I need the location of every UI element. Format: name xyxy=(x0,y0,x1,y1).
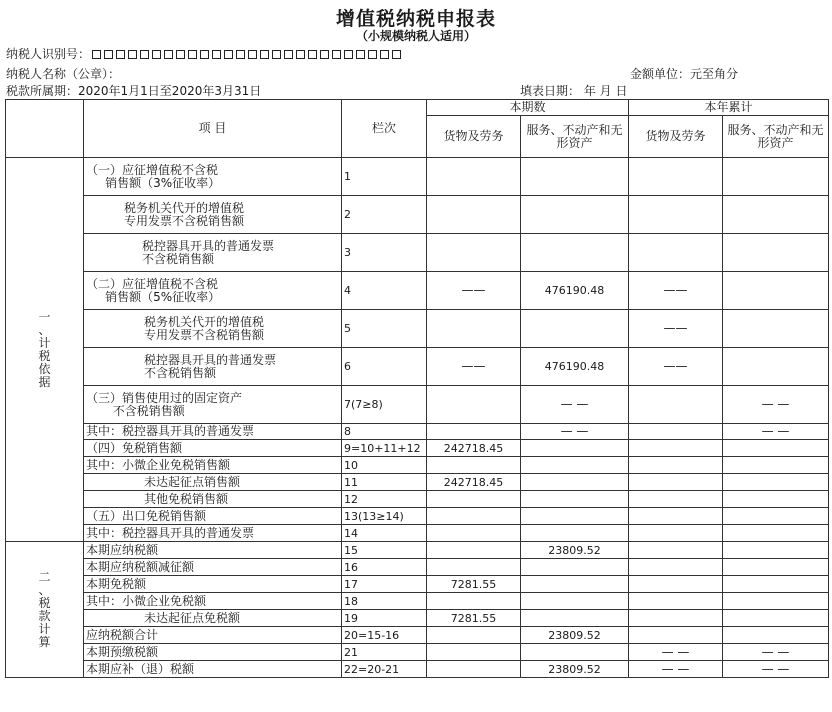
row-column-no: 14 xyxy=(342,525,427,542)
tax-period-label: 税款所属期：2020年1月1日至2020年3月31日 xyxy=(6,84,262,98)
cell-services-cumulative[interactable] xyxy=(723,474,829,491)
form-title: 增值税纳税申报表 xyxy=(335,8,496,30)
cell-goods[interactable] xyxy=(427,158,521,196)
table-row xyxy=(6,440,829,457)
table-row xyxy=(6,491,829,508)
taxpayer-id-box[interactable] xyxy=(116,50,125,59)
tax-return-table xyxy=(5,99,829,678)
row-item-label: （三）销售使用过的固定资产 不含税销售额 xyxy=(84,386,342,424)
cell-goods-cumulative[interactable] xyxy=(629,474,723,491)
cell-goods[interactable]: 7281.55 xyxy=(427,576,521,593)
row-item-label: 其中：税控器具开具的普通发票 xyxy=(84,424,342,440)
cell-goods[interactable] xyxy=(427,310,521,348)
cell-goods-cumulative[interactable] xyxy=(629,525,723,542)
cell-services-cumulative[interactable]: — — xyxy=(723,386,829,424)
table-row xyxy=(6,474,829,491)
row-column-no: 11 xyxy=(342,474,427,491)
row-column-no: 3 xyxy=(342,234,427,272)
taxpayer-id-box[interactable] xyxy=(356,50,365,59)
row-column-no: 7(7≥8) xyxy=(342,386,427,424)
table-row xyxy=(6,196,829,234)
taxpayer-id-label: 纳税人识别号： xyxy=(6,47,91,61)
cell-services-cumulative[interactable]: — — xyxy=(723,661,829,678)
cell-services[interactable]: 23809.52 xyxy=(521,661,629,678)
cell-goods[interactable] xyxy=(427,424,521,440)
cell-services-cumulative[interactable] xyxy=(723,525,829,542)
row-column-no: 1 xyxy=(342,158,427,196)
cell-goods[interactable] xyxy=(427,627,521,644)
cell-services[interactable]: — — xyxy=(521,386,629,424)
header-column-no: 栏次 xyxy=(342,100,427,158)
taxpayer-id-box[interactable] xyxy=(200,50,209,59)
cell-goods[interactable]: —— xyxy=(427,348,521,386)
cell-services-cumulative[interactable]: — — xyxy=(723,644,829,661)
taxpayer-id-box[interactable] xyxy=(140,50,149,59)
cell-goods-cumulative[interactable] xyxy=(629,508,723,525)
taxpayer-id-box[interactable] xyxy=(164,50,173,59)
row-column-no: 22=20-21 xyxy=(342,661,427,678)
fill-date-label: 填表日期： 年 月 日 xyxy=(520,84,628,98)
table-body xyxy=(6,158,829,678)
row-column-no: 18 xyxy=(342,593,427,610)
taxpayer-id-boxes[interactable] xyxy=(92,48,404,62)
cell-services-cumulative[interactable] xyxy=(723,593,829,610)
cell-services-cumulative[interactable]: — — xyxy=(723,424,829,440)
header-year-cumulative: 本年累计 xyxy=(629,100,829,116)
header-services: 服务、不动产和无形资产 xyxy=(521,116,629,158)
row-item-label: 本期应纳税额减征额 xyxy=(84,559,342,576)
cell-services-cumulative[interactable] xyxy=(723,348,829,386)
taxpayer-id-box[interactable] xyxy=(320,50,329,59)
row-column-no: 13(13≥14) xyxy=(342,508,427,525)
cell-services[interactable] xyxy=(521,158,629,196)
cell-services[interactable] xyxy=(521,234,629,272)
cell-services-cumulative[interactable] xyxy=(723,576,829,593)
cell-goods[interactable]: 242718.45 xyxy=(427,440,521,457)
cell-services-cumulative[interactable] xyxy=(723,272,829,310)
cell-services[interactable] xyxy=(521,491,629,508)
cell-goods-cumulative[interactable]: —— xyxy=(629,348,723,386)
taxpayer-id-box[interactable] xyxy=(224,50,233,59)
row-column-no: 10 xyxy=(342,457,427,474)
cell-goods[interactable]: —— xyxy=(427,272,521,310)
row-item-label: 本期免税额 xyxy=(84,576,342,593)
taxpayer-id-box[interactable] xyxy=(260,50,269,59)
row-column-no: 20=15-16 xyxy=(342,627,427,644)
table-row xyxy=(6,610,829,627)
cell-goods-cumulative[interactable] xyxy=(629,457,723,474)
form-subtitle: （小规模纳税人适用） xyxy=(355,29,476,43)
table-row xyxy=(6,559,829,576)
cell-goods[interactable] xyxy=(427,661,521,678)
row-item-label: 未达起征点免税额 xyxy=(84,610,342,627)
cell-goods[interactable] xyxy=(427,542,521,559)
cell-services-cumulative[interactable] xyxy=(723,158,829,196)
cell-goods[interactable] xyxy=(427,196,521,234)
taxpayer-id-box[interactable] xyxy=(188,50,197,59)
taxpayer-name-label: 纳税人名称（公章）： xyxy=(6,67,121,81)
cell-goods-cumulative[interactable] xyxy=(629,386,723,424)
cell-goods-cumulative[interactable] xyxy=(629,559,723,576)
cell-goods[interactable] xyxy=(427,525,521,542)
table-row xyxy=(6,310,829,348)
header-goods-cumulative: 货物及劳务 xyxy=(629,116,723,158)
cell-services[interactable] xyxy=(521,644,629,661)
cell-goods[interactable] xyxy=(427,593,521,610)
taxpayer-id-box[interactable] xyxy=(152,50,161,59)
header-current-period: 本期数 xyxy=(427,100,629,116)
taxpayer-id-box[interactable] xyxy=(380,50,389,59)
header-services-cumulative: 服务、不动产和无形资产 xyxy=(723,116,829,158)
cell-goods[interactable] xyxy=(427,234,521,272)
table-row xyxy=(6,593,829,610)
cell-services[interactable] xyxy=(521,508,629,525)
cell-services[interactable] xyxy=(521,525,629,542)
cell-services[interactable] xyxy=(521,440,629,457)
cell-goods-cumulative[interactable] xyxy=(629,234,723,272)
cell-services[interactable] xyxy=(521,559,629,576)
cell-services[interactable] xyxy=(521,310,629,348)
table-row xyxy=(6,424,829,440)
row-column-no: 17 xyxy=(342,576,427,593)
cell-services-cumulative[interactable] xyxy=(723,457,829,474)
row-item-label: （一）应征增值税不含税 销售额（3%征收率） xyxy=(84,158,342,196)
row-item-label: 税控器具开具的普通发票 不含税销售额 xyxy=(84,348,342,386)
table-row xyxy=(6,542,829,559)
row-item-label: 本期预缴税额 xyxy=(84,644,342,661)
cell-goods-cumulative[interactable] xyxy=(629,196,723,234)
cell-services[interactable]: 476190.48 xyxy=(521,272,629,310)
row-column-no: 4 xyxy=(342,272,427,310)
table-row xyxy=(6,508,829,525)
taxpayer-id-box[interactable] xyxy=(128,50,137,59)
row-item-label: （二）应征增值税不含税 销售额（5%征收率） xyxy=(84,272,342,310)
cell-goods-cumulative[interactable] xyxy=(629,491,723,508)
cell-services-cumulative[interactable] xyxy=(723,440,829,457)
table-row xyxy=(6,158,829,196)
cell-goods[interactable] xyxy=(427,644,521,661)
row-item-label: 未达起征点销售额 xyxy=(84,474,342,491)
row-column-no: 9=10+11+12 xyxy=(342,440,427,457)
table-row xyxy=(6,525,829,542)
cell-services-cumulative[interactable] xyxy=(723,196,829,234)
table-row xyxy=(6,386,829,424)
cell-goods[interactable]: 7281.55 xyxy=(427,610,521,627)
row-item-label: 其中：小微企业免税销售额 xyxy=(84,457,342,474)
taxpayer-id-box[interactable] xyxy=(284,50,293,59)
row-item-label: 应纳税额合计 xyxy=(84,627,342,644)
cell-goods-cumulative[interactable] xyxy=(629,424,723,440)
taxpayer-id-box[interactable] xyxy=(308,50,317,59)
cell-services[interactable]: 23809.52 xyxy=(521,542,629,559)
taxpayer-id-line xyxy=(6,45,404,62)
cell-goods-cumulative[interactable]: —— xyxy=(629,310,723,348)
cell-goods[interactable]: 242718.45 xyxy=(427,474,521,491)
row-column-no: 16 xyxy=(342,559,427,576)
taxpayer-id-box[interactable] xyxy=(392,50,401,59)
row-item-label: 税务机关代开的增值税 专用发票不含税销售额 xyxy=(84,196,342,234)
cell-goods[interactable] xyxy=(427,386,521,424)
taxpayer-id-box[interactable] xyxy=(272,50,281,59)
cell-services-cumulative[interactable] xyxy=(723,559,829,576)
cell-services-cumulative[interactable] xyxy=(723,508,829,525)
row-column-no: 21 xyxy=(342,644,427,661)
cell-services-cumulative[interactable] xyxy=(723,491,829,508)
cell-goods-cumulative[interactable]: —— xyxy=(629,272,723,310)
row-item-label: 本期应纳税额 xyxy=(84,542,342,559)
section-basis: 一 、 计 税 依 据 xyxy=(6,158,84,542)
cell-goods-cumulative[interactable]: — — xyxy=(629,661,723,678)
row-item-label: 其他免税销售额 xyxy=(84,491,342,508)
taxpayer-id-box[interactable] xyxy=(212,50,221,59)
taxpayer-id-box[interactable] xyxy=(236,50,245,59)
cell-services-cumulative[interactable] xyxy=(723,310,829,348)
header-goods: 货物及劳务 xyxy=(427,116,521,158)
taxpayer-id-box[interactable] xyxy=(296,50,305,59)
cell-goods-cumulative[interactable] xyxy=(629,158,723,196)
row-column-no: 19 xyxy=(342,610,427,627)
section-calculation: 二 、 税 款 计 算 xyxy=(6,542,84,678)
cell-services[interactable] xyxy=(521,576,629,593)
row-column-no: 6 xyxy=(342,348,427,386)
cell-goods-cumulative[interactable] xyxy=(629,576,723,593)
cell-goods-cumulative[interactable] xyxy=(629,593,723,610)
row-item-label: 本期应补（退）税额 xyxy=(84,661,342,678)
table-row xyxy=(6,234,829,272)
cell-services[interactable] xyxy=(521,474,629,491)
taxpayer-id-box[interactable] xyxy=(344,50,353,59)
table-row xyxy=(6,576,829,593)
table-row xyxy=(6,644,829,661)
amount-unit-label: 金额单位：元至角分 xyxy=(630,67,739,81)
taxpayer-id-box[interactable] xyxy=(92,50,101,59)
row-item-label: 税务机关代开的增值税 专用发票不含税销售额 xyxy=(84,310,342,348)
cell-goods-cumulative[interactable] xyxy=(629,627,723,644)
cell-services[interactable]: 23809.52 xyxy=(521,627,629,644)
cell-goods-cumulative[interactable] xyxy=(629,542,723,559)
cell-services-cumulative[interactable] xyxy=(723,627,829,644)
cell-services[interactable]: 476190.48 xyxy=(521,348,629,386)
taxpayer-id-box[interactable] xyxy=(332,50,341,59)
cell-services[interactable] xyxy=(521,593,629,610)
cell-goods-cumulative[interactable]: — — xyxy=(629,644,723,661)
table-row xyxy=(6,661,829,678)
cell-services[interactable] xyxy=(521,196,629,234)
row-item-label: 其中：小微企业免税额 xyxy=(84,593,342,610)
taxpayer-id-box[interactable] xyxy=(176,50,185,59)
row-column-no: 2 xyxy=(342,196,427,234)
cell-services-cumulative[interactable] xyxy=(723,542,829,559)
table-row xyxy=(6,348,829,386)
cell-goods[interactable] xyxy=(427,508,521,525)
taxpayer-id-box[interactable] xyxy=(104,50,113,59)
row-column-no: 15 xyxy=(342,542,427,559)
taxpayer-id-box[interactable] xyxy=(368,50,377,59)
taxpayer-id-box[interactable] xyxy=(248,50,257,59)
cell-services[interactable]: — — xyxy=(521,424,629,440)
cell-goods[interactable] xyxy=(427,491,521,508)
row-item-label: 税控器具开具的普通发票 不含税销售额 xyxy=(84,234,342,272)
cell-goods[interactable] xyxy=(427,559,521,576)
row-column-no: 8 xyxy=(342,424,427,440)
table-row xyxy=(6,627,829,644)
cell-services-cumulative[interactable] xyxy=(723,610,829,627)
table-row xyxy=(6,272,829,310)
cell-services[interactable] xyxy=(521,610,629,627)
header-blank xyxy=(6,100,84,158)
cell-goods-cumulative[interactable] xyxy=(629,440,723,457)
table-row xyxy=(6,457,829,474)
row-item-label: （五）出口免税销售额 xyxy=(84,508,342,525)
row-column-no: 5 xyxy=(342,310,427,348)
cell-services[interactable] xyxy=(521,457,629,474)
cell-goods-cumulative[interactable] xyxy=(629,610,723,627)
cell-goods[interactable] xyxy=(427,457,521,474)
row-item-label: 其中：税控器具开具的普通发票 xyxy=(84,525,342,542)
header-item: 项 目 xyxy=(84,100,342,158)
row-item-label: （四）免税销售额 xyxy=(84,440,342,457)
cell-services-cumulative[interactable] xyxy=(723,234,829,272)
row-column-no: 12 xyxy=(342,491,427,508)
